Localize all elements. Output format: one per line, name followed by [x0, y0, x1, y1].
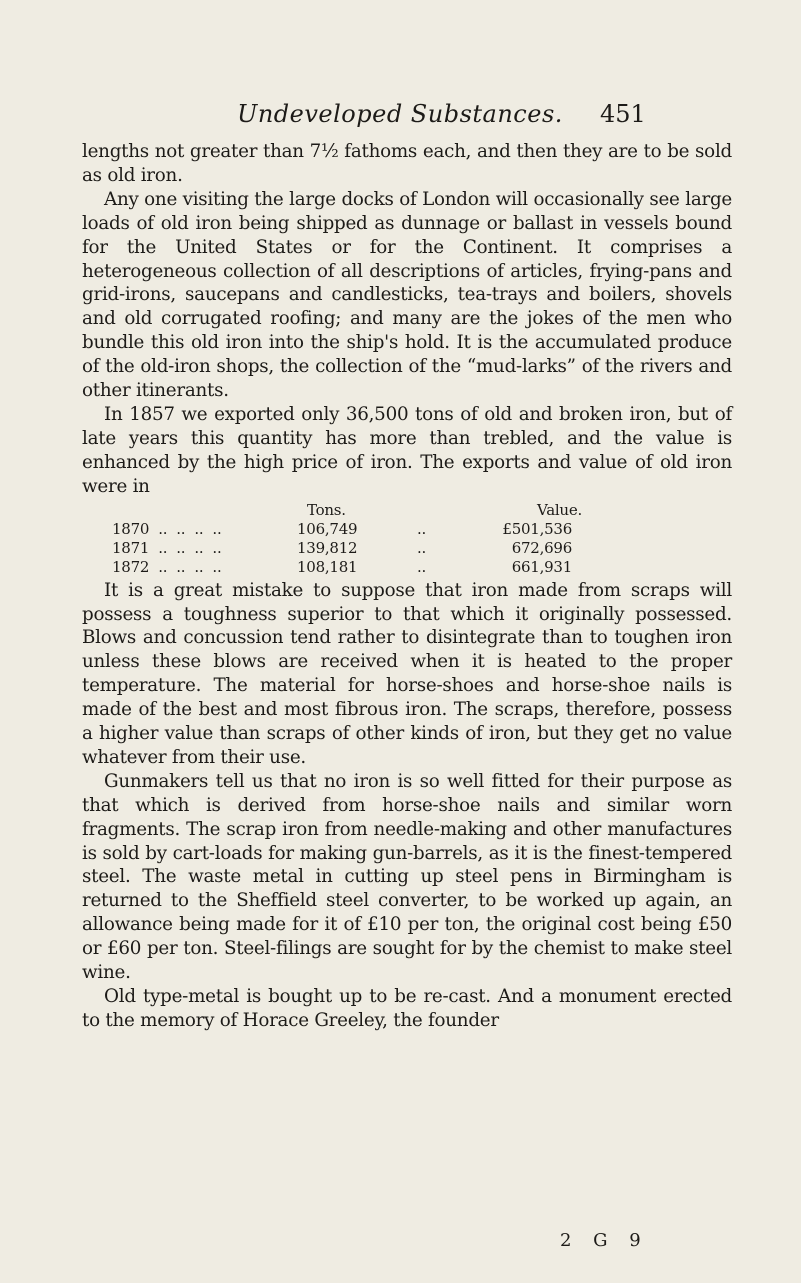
cell-value: 672,696: [511, 538, 572, 557]
cell-tons: 108,181: [297, 557, 358, 576]
paragraph: In 1857 we exported only 36,500 tons of old and broken iron, but of late years this quantity has more than trebled, and the value is enhanced by the high price of iron. The exports and value of old iron were in: [82, 403, 732, 497]
body-text: [82, 140, 732, 1033]
cell-year: 1870 .. .. .. ..: [112, 519, 222, 538]
page-number: 451: [600, 100, 646, 128]
paragraph: Any one visiting the large docks of London will occasionally see large loads of old iron being shipped as dunnage or ballast in vessels bound for the United States or for the Continent. It comprises a heterogeneous collection of all descriptions of articles, frying-pans and grid-irons, saucepans and candlesticks, tea-trays and boilers, shovels and old corrugated roofing; and many are the jokes of the men who bundle this old iron into the ship's hold. It is the accumulated produce of the old-iron shops, the collection of the “mud-larks” of the rivers and other itinerants.: [82, 188, 732, 402]
running-title: Undeveloped Substances.: [237, 100, 563, 128]
cell-value: 661,931: [511, 557, 572, 576]
cell-year: 1872 .. .. .. ..: [112, 557, 222, 576]
cell-leader: ..: [417, 519, 427, 538]
paragraph: Gunmakers tell us that no iron is so well fitted for their purpose as that which is derived from horse-shoe nails and similar worn fragments. The scrap iron from needle-making and other manufactures is sold by cart-loads for making gun-barrels, as it is the finest-tempered steel. The waste metal in cutting up steel pens in Birmingham is returned to the Sheffield steel converter, to be worked up again, an allowance being made for it of £10 per ton, the original cost being £50 or £60 per ton. Steel-filings are sought for by the chemist to make steel wine.: [82, 770, 732, 984]
cell-leader: ..: [417, 538, 427, 557]
paragraph: lengths not greater than 7½ fathoms each, and then they are to be sold as old iron.: [82, 141, 732, 186]
exports-table: [82, 501, 732, 577]
paragraph: Old type-metal is bought up to be re-cast. And a monument erected to the memory of Horace Greeley, the founder: [82, 986, 732, 1031]
table-row: [82, 520, 732, 539]
cell-tons: 106,749: [297, 519, 358, 538]
table-row: [82, 539, 732, 558]
signature-mark: 2 G 9: [560, 1230, 649, 1251]
cell-value: £501,536: [502, 519, 572, 538]
cell-leader: ..: [417, 557, 427, 576]
header-value: Value.: [536, 500, 582, 519]
paragraph: It is a great mistake to suppose that iron made from scraps will possess a toughness superior to that which it originally possessed. Blows and concussion tend rather to disintegrate than to toughen iron unless these blows are received when it is heated to the proper temperature. The material for horse-shoes and horse-shoe nails is made of the best and most fibrous iron. The scraps, therefore, possess a higher value than scraps of other kinds of iron, but they get no value whatever from their use.: [82, 579, 732, 768]
cell-year: 1871 .. .. .. ..: [112, 538, 222, 557]
table-row: [82, 558, 732, 577]
header-tons: Tons.: [307, 500, 346, 519]
table-header-row: [82, 501, 732, 520]
cell-tons: 139,812: [297, 538, 358, 557]
